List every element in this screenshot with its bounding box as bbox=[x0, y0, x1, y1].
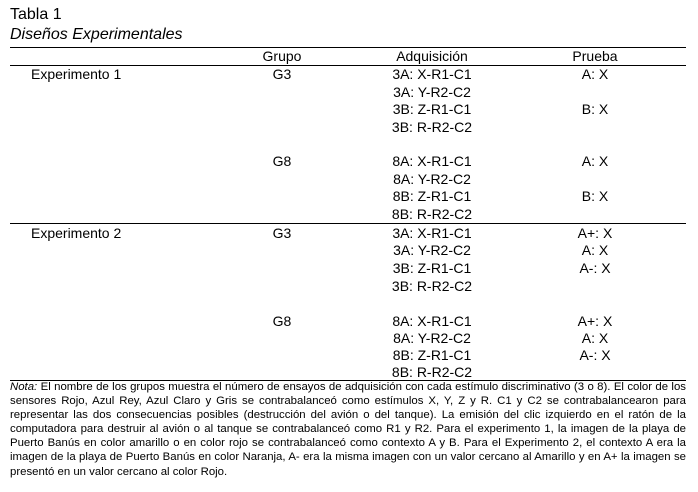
header-group: Grupo bbox=[262, 48, 302, 64]
test-cell: B: X bbox=[581, 101, 609, 117]
header-acquisition: Adquisición bbox=[396, 48, 468, 64]
acquisition-cell: 8A: X-R1-C1 bbox=[392, 313, 472, 329]
note-text: El nombre de los grupos muestra el número de ensayos de adquisición con cada estímulo discriminativo (3 o 8). El color de los sensores Rojo, Azul Rey, Azul Claro y Gris se contrabalanceó como estímulos X, Y, Z y R. C1 y C2 se contrabalancearon para representar las dos consecuencias posibles (destrucción del avión o del tanque). La emisión del clic izquierdo en el ratón de la computadora para destruir al avión o al tanque se contrabalanceó como R1 y R2. Para el experimento 1, la imagen de la playa de Puerto Banús en color amarillo o en color rojo se contrabalanceó como contexto A y B. Para el Experimento 2, el contexto A era la imagen de la playa de Puerto Banús en color Naranja, A- era la misma imagen con un valor cercano al Amarillo y en A+ la imagen se presentó en un valor cercano al color Rojo. bbox=[10, 381, 686, 478]
acquisition-cell: 3B: R-R2-C2 bbox=[391, 119, 473, 135]
acquisition-cell: 3A: X-R1-C1 bbox=[392, 66, 472, 82]
group-label: G8 bbox=[272, 313, 292, 329]
acquisition-cell: 3A: X-R1-C1 bbox=[392, 225, 472, 241]
test-cell: A-: X bbox=[579, 260, 611, 276]
group-label: G8 bbox=[272, 153, 292, 169]
test-cell: B: X bbox=[581, 188, 609, 204]
acquisition-cell: 3B: Z-R1-C1 bbox=[392, 101, 472, 117]
acquisition-cell: 8A: X-R1-C1 bbox=[392, 153, 472, 169]
test-cell: A-: X bbox=[579, 347, 611, 363]
acquisition-cell: 8B: R-R2-C2 bbox=[391, 364, 473, 380]
experiment-divider bbox=[10, 223, 686, 224]
test-cell: A: X bbox=[581, 330, 609, 346]
experiment-label: Experimento 1 bbox=[31, 66, 122, 82]
acquisition-cell: 3A: Y-R2-C2 bbox=[393, 84, 471, 100]
group-label: G3 bbox=[272, 225, 292, 241]
test-cell: A+: X bbox=[577, 313, 613, 329]
experiment-label: Experimento 2 bbox=[31, 225, 122, 241]
acquisition-cell: 3A: Y-R2-C2 bbox=[393, 242, 471, 258]
test-cell: A: X bbox=[581, 242, 609, 258]
table-title: Tabla 1 bbox=[10, 6, 62, 23]
header-test: Prueba bbox=[572, 48, 618, 64]
note-lead: Nota: bbox=[10, 381, 38, 393]
test-cell: A+: X bbox=[577, 225, 613, 241]
acquisition-cell: 8B: Z-R1-C1 bbox=[392, 347, 472, 363]
acquisition-cell: 3B: R-R2-C2 bbox=[391, 278, 473, 294]
test-cell: A: X bbox=[581, 66, 609, 82]
acquisition-cell: 3B: Z-R1-C1 bbox=[392, 260, 472, 276]
acquisition-cell: 8B: R-R2-C2 bbox=[391, 206, 473, 222]
acquisition-cell: 8B: Z-R1-C1 bbox=[392, 188, 472, 204]
acquisition-cell: 8A: Y-R2-C2 bbox=[393, 330, 471, 346]
test-cell: A: X bbox=[581, 153, 609, 169]
acquisition-cell: 8A: Y-R2-C2 bbox=[393, 171, 471, 187]
table-subtitle: Diseños Experimentales bbox=[10, 26, 183, 43]
table-note bbox=[10, 380, 686, 479]
group-label: G3 bbox=[272, 66, 292, 82]
